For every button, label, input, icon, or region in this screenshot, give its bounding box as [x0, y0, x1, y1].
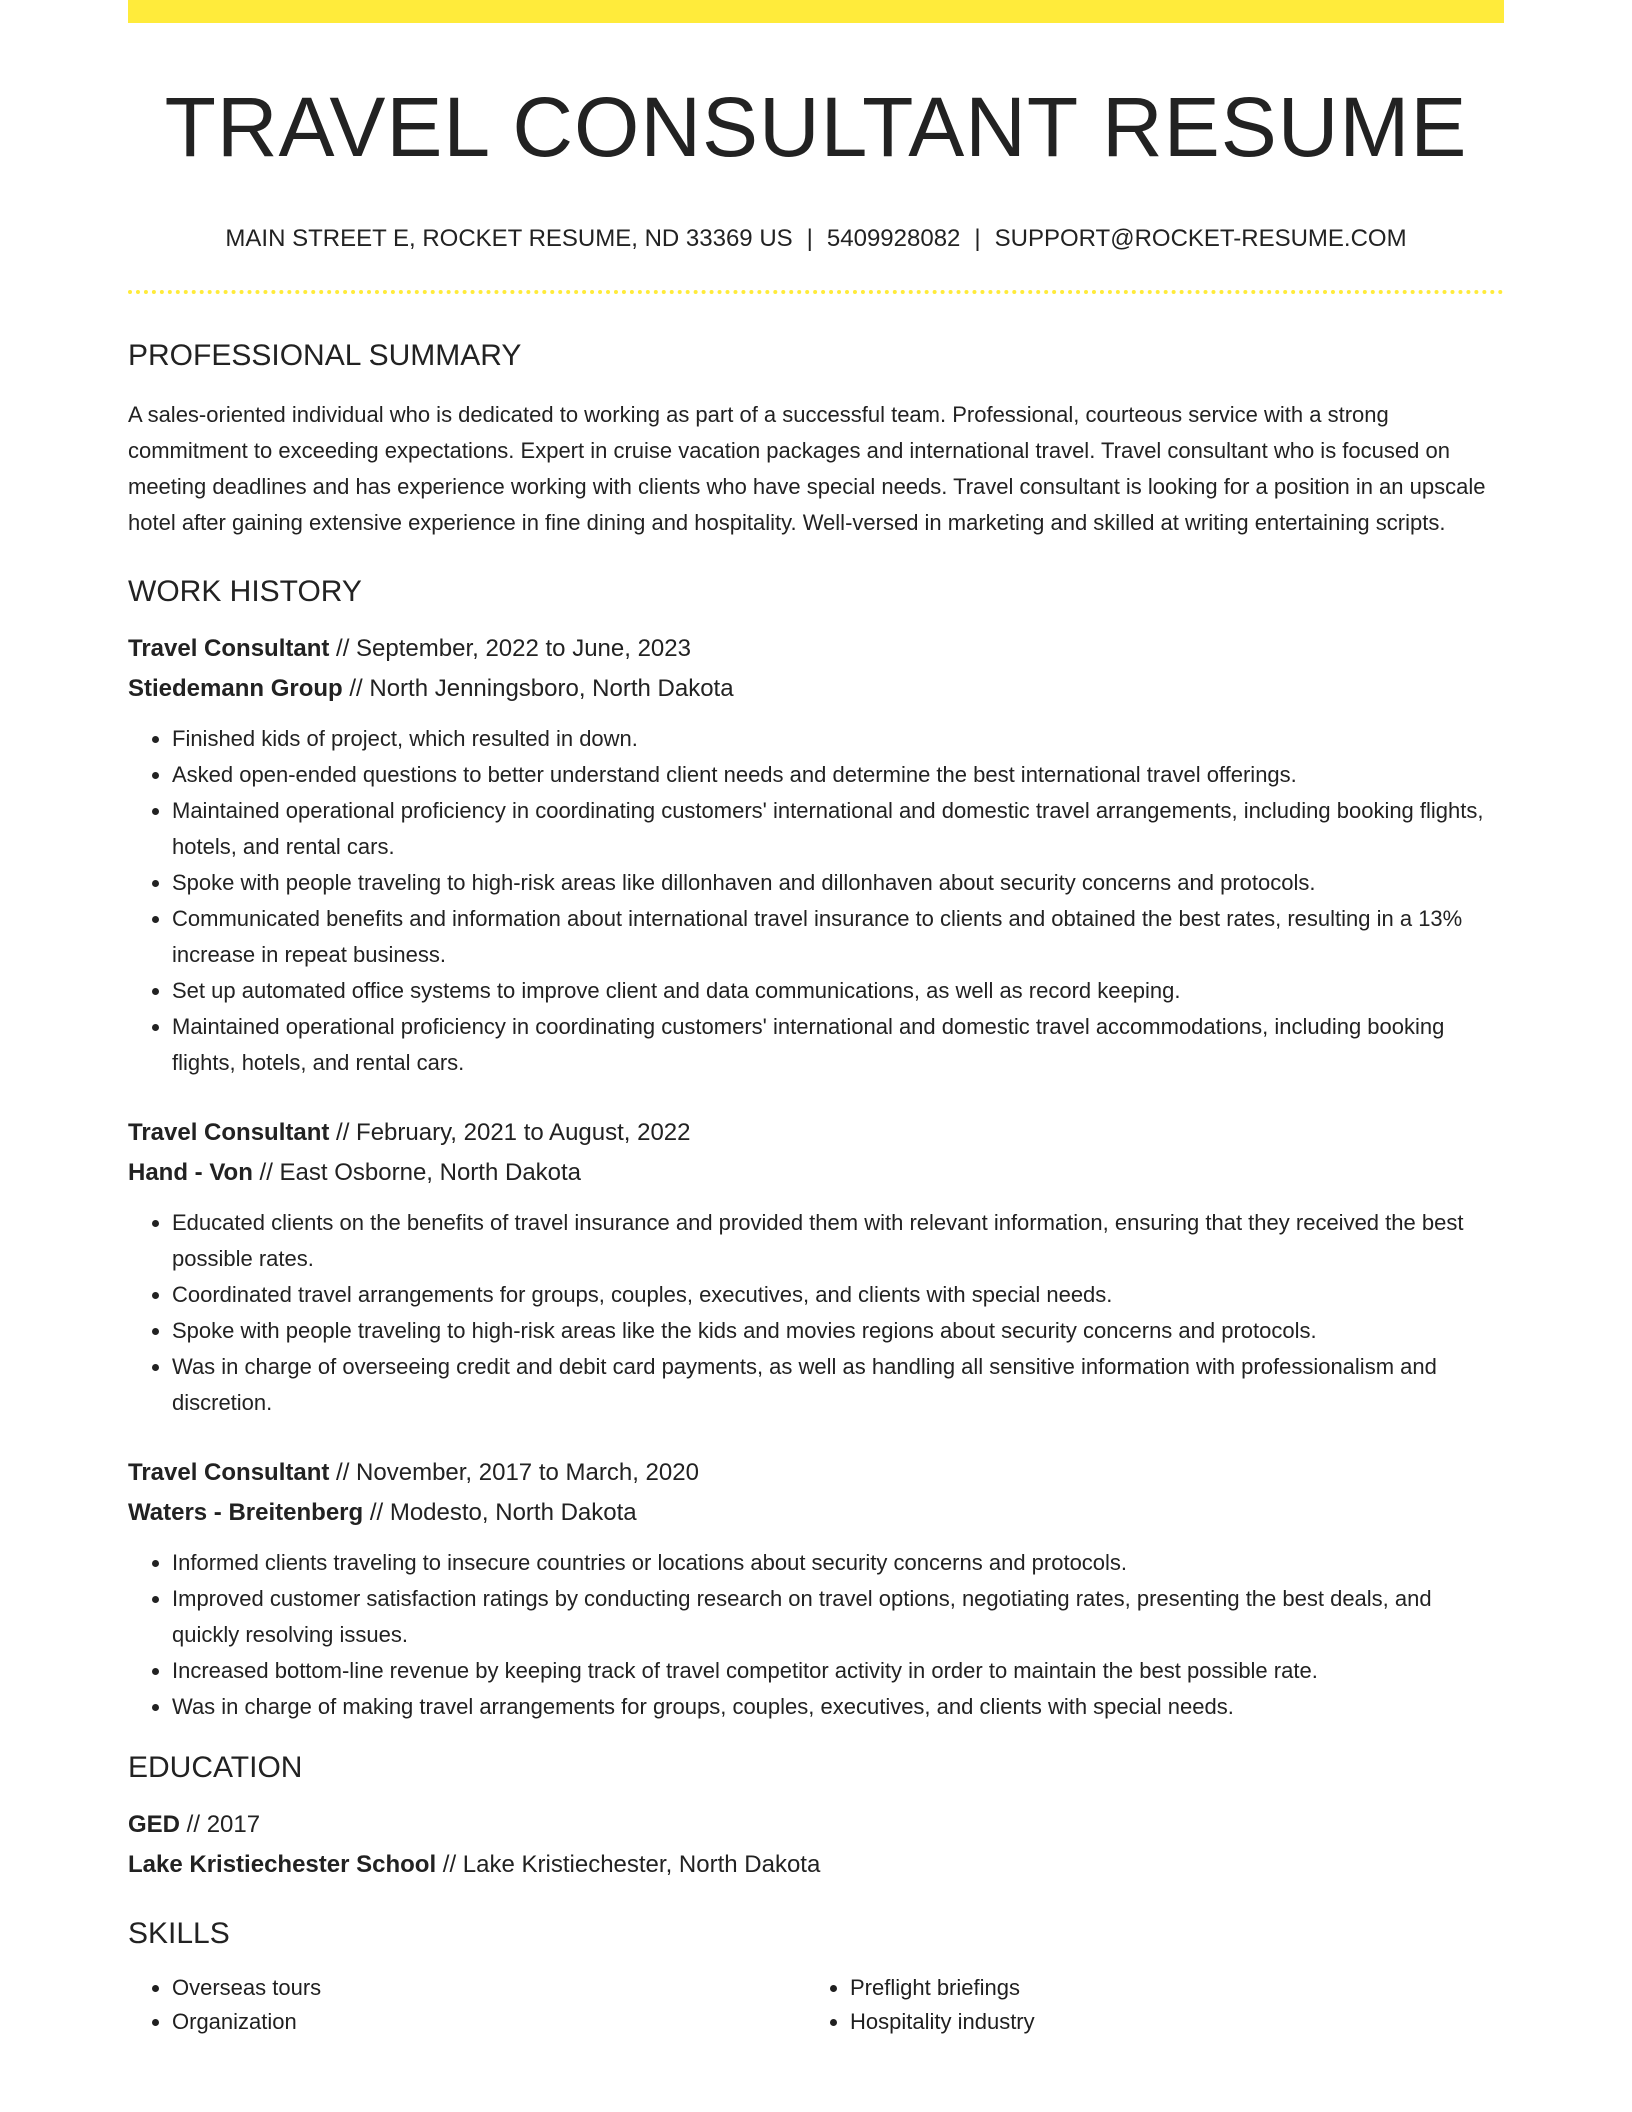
- contact-phone[interactable]: 5409928082: [826, 225, 961, 252]
- job-company-line: [128, 669, 1504, 709]
- skill-item: • Hospitality industry: [850, 2005, 1484, 2039]
- summary-heading: PROFESSIONAL SUMMARY: [128, 339, 522, 372]
- skills-right-list: [806, 1971, 1484, 2039]
- work-history-heading: WORK HISTORY: [128, 575, 362, 608]
- job-company: Hand - Von: [128, 1159, 253, 1186]
- skill-item: • Overseas tours: [172, 1971, 806, 2005]
- job-bullet: • Improved customer satisfaction ratings by conducting research on travel options, negotiating rates, presenting the best deals, and quickly resolving issues.: [172, 1581, 1504, 1653]
- skills-heading: SKILLS: [128, 1917, 230, 1950]
- education-school: Lake Kristiechester School: [128, 1851, 437, 1878]
- job-bullet: • Spoke with people traveling to high-risk areas like the kids and movies regions about security concerns and protocols.: [172, 1313, 1504, 1349]
- job-title: Travel Consultant: [128, 635, 330, 662]
- job-bullet: • Coordinated travel arrangements for groups, couples, executives, and clients with special needs.: [172, 1277, 1504, 1313]
- job-bullet: • Maintained operational proficiency in coordinating customers' international and domestic travel arrangements, including booking flights, hotels, and rental cars.: [172, 793, 1504, 865]
- skill-item: • Organization: [172, 2005, 806, 2039]
- job-bullets: [128, 721, 1504, 1081]
- contact-separator: |: [806, 225, 813, 252]
- job-bullet: • Set up automated office systems to improve client and data communications, as well as record keeping.: [172, 973, 1504, 1009]
- job-bullet: • Was in charge of overseeing credit and debit card payments, as well as handling all sensitive information with professionalism and discretion.: [172, 1349, 1504, 1421]
- job-entry: [128, 1453, 1504, 1725]
- education-degree: GED: [128, 1811, 181, 1838]
- job-bullet: • Increased bottom-line revenue by keeping track of travel competitor activity in order to maintain the best possible rate.: [172, 1653, 1504, 1689]
- job-title: Travel Consultant: [128, 1459, 330, 1486]
- summary-text: A sales-oriented individual who is dedicated to working as part of a successful team. Professional, courteous service with a strong commitment to exceeding expectations. Expert in cruise vacation packages and international travel. Travel consultant who is focused on meeting deadlines and has experience working with clients who have special needs. Travel consultant is looking for a position in an upscale hotel after gaining extensive experience in fine dining and hospitality. Well-versed in marketing and skilled at writing entertaining scripts.: [128, 402, 1486, 535]
- job-title-line: [128, 629, 1504, 669]
- education-school-line: [128, 1845, 1504, 1885]
- job-dates: // February, 2021 to August, 2022: [329, 1119, 691, 1146]
- job-bullet: • Informed clients traveling to insecure countries or locations about security concerns and protocols.: [172, 1545, 1504, 1581]
- job-entry: [128, 629, 1504, 1081]
- job-bullet: • Was in charge of making travel arrangements for groups, couples, executives, and clients with special needs.: [172, 1689, 1504, 1725]
- education-year: // 2017: [180, 1811, 261, 1838]
- skills-columns: [128, 1971, 1504, 2039]
- education-location: // Lake Kristiechester, North Dakota: [436, 1851, 821, 1878]
- job-dates: // September, 2022 to June, 2023: [329, 635, 691, 662]
- job-bullets: [128, 1545, 1504, 1725]
- work-history-list: [128, 629, 1504, 1725]
- resume-page: [128, 0, 1504, 2039]
- contact-line: [128, 227, 1504, 251]
- contact-separator: |: [974, 225, 981, 252]
- job-company-line: [128, 1493, 1504, 1533]
- skill-item: • Preflight briefings: [850, 1971, 1484, 2005]
- job-bullet: • Maintained operational proficiency in coordinating customers' international and domestic travel accommodations, including booking flights, hotels, and rental cars.: [172, 1009, 1504, 1081]
- education-degree-line: [128, 1805, 1504, 1845]
- job-bullet: • Asked open-ended questions to better understand client needs and determine the best international travel offerings.: [172, 757, 1504, 793]
- job-bullet: • Educated clients on the benefits of travel insurance and provided them with relevant information, ensuring that they received the best possible rates.: [172, 1205, 1504, 1277]
- skills-left-list: [128, 1971, 806, 2039]
- job-company-line: [128, 1153, 1504, 1193]
- job-title-line: [128, 1453, 1504, 1493]
- job-company: Waters - Breitenberg: [128, 1499, 364, 1526]
- job-title-line: [128, 1113, 1504, 1153]
- job-bullets: [128, 1205, 1504, 1421]
- top-accent-bar: [128, 0, 1504, 23]
- job-bullet: • Finished kids of project, which resulted in down.: [172, 721, 1504, 757]
- job-location: // North Jenningsboro, North Dakota: [342, 675, 734, 702]
- job-location: // East Osborne, North Dakota: [252, 1159, 582, 1186]
- job-entry: [128, 1113, 1504, 1421]
- contact-email[interactable]: SUPPORT@ROCKET-RESUME.COM: [994, 225, 1407, 252]
- job-bullet: • Spoke with people traveling to high-risk areas like dillonhaven and dillonhaven about security concerns and protocols.: [172, 865, 1504, 901]
- job-dates: // November, 2017 to March, 2020: [329, 1459, 699, 1486]
- contact-address: MAIN STREET E, ROCKET RESUME, ND 33369 US: [225, 225, 793, 252]
- job-bullet: • Communicated benefits and information about international travel insurance to clients and obtained the best rates, resulting in a 13% increase in repeat business.: [172, 901, 1504, 973]
- resume-title: TRAVEL CONSULTANT RESUME: [164, 80, 1468, 174]
- job-title: Travel Consultant: [128, 1119, 330, 1146]
- job-location: // Modesto, North Dakota: [363, 1499, 637, 1526]
- job-company: Stiedemann Group: [128, 675, 343, 702]
- education-heading: EDUCATION: [128, 1751, 303, 1784]
- header-divider: [128, 290, 1504, 294]
